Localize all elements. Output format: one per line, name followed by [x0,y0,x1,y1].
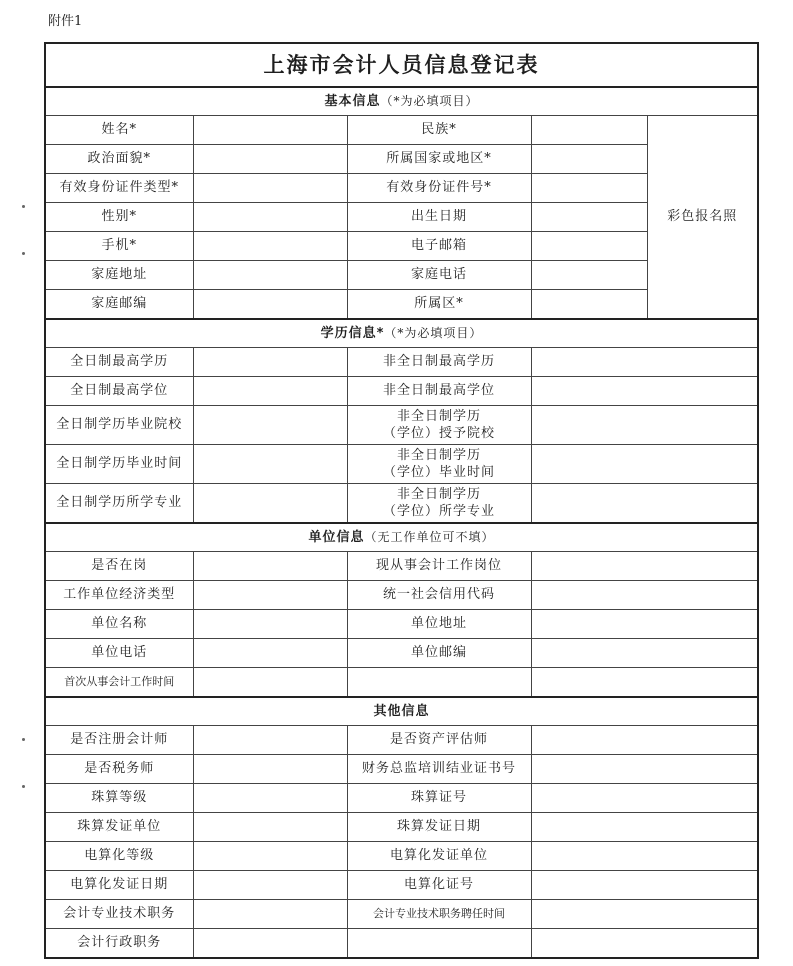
other-row [45,813,758,842]
field-label-line: 非全日制学历 [396,409,481,424]
political-status-input-cell[interactable] [193,145,347,174]
field-label: 全日制最高学历 [45,348,193,377]
field-label: 电算化发证单位 [347,842,531,871]
field-label: 是否在岗 [45,552,193,581]
district-input-cell[interactable] [531,290,647,320]
parttime-graduation-date-input-cell[interactable] [531,445,758,484]
employer-row [45,639,758,668]
cpa-status-input-cell[interactable] [193,726,347,755]
field-label: 电算化等级 [45,842,193,871]
section-basic-header [45,87,758,116]
section-education-header [45,319,758,348]
employed-status-input-cell[interactable] [193,552,347,581]
computerized-issuer-input-cell[interactable] [531,842,758,871]
appraiser-status-input-cell[interactable] [531,726,758,755]
employer-phone-input-cell[interactable] [193,639,347,668]
field-label: 珠算发证日期 [347,813,531,842]
field-label: 单位地址 [347,610,531,639]
field-label: 会计专业技术职务 [45,900,193,929]
birth-date-input-cell[interactable] [531,203,647,232]
education-row [45,406,758,445]
fulltime-graduation-date-input-cell[interactable] [193,445,347,484]
other-row [45,900,758,929]
employer-economic-type-input-cell[interactable] [193,581,347,610]
basic-row [45,116,758,145]
id-number-input-cell[interactable] [531,174,647,203]
id-type-input-cell[interactable] [193,174,347,203]
abacus-issue-date-input-cell[interactable] [531,813,758,842]
name-input-cell[interactable] [193,116,347,145]
field-label: 珠算等级 [45,784,193,813]
employer-row [45,668,758,698]
field-label-line: （学位）所学专业 [382,504,495,519]
section-employer-note: （无工作单位可不填） [364,530,495,544]
field-label: 首次从事会计工作时间 [45,668,193,698]
fulltime-degree-level-input-cell[interactable] [193,348,347,377]
parttime-degree-input-cell[interactable] [531,377,758,406]
section-education-note: （*为必填项目） [384,326,483,340]
computerized-issue-date-input-cell[interactable] [193,871,347,900]
field-label: 手机* [45,232,193,261]
other-row [45,726,758,755]
field-label: 财务总监培训结业证书号 [347,755,531,784]
employer-name-input-cell[interactable] [193,610,347,639]
parttime-school-input-cell[interactable] [531,406,758,445]
field-label: 所属国家或地区* [347,145,531,174]
section-education-title: 学历信息* [320,326,385,341]
tax-advisor-status-input-cell[interactable] [193,755,347,784]
field-label-multiline [347,406,531,445]
employer-postcode-input-cell[interactable] [531,639,758,668]
scan-speck [22,738,25,741]
field-label: 单位名称 [45,610,193,639]
abacus-cert-number-input-cell[interactable] [531,784,758,813]
field-label: 现从事会计工作岗位 [347,552,531,581]
field-label: 非全日制最高学位 [347,377,531,406]
field-label-multiline [347,445,531,484]
photo-area[interactable]: 彩色报名照 [647,116,758,320]
field-label-line: （学位）毕业时间 [382,465,495,480]
field-label: 有效身份证件号* [347,174,531,203]
section-other-title: 其他信息 [373,703,430,719]
field-label: 是否资产评估师 [347,726,531,755]
field-label: 家庭地址 [45,261,193,290]
field-label-multiline [347,484,531,524]
field-label: 工作单位经济类型 [45,581,193,610]
current-position-input-cell[interactable] [531,552,758,581]
education-row [45,377,758,406]
field-label: 是否税务师 [45,755,193,784]
field-label: 电算化发证日期 [45,871,193,900]
employer-row [45,552,758,581]
computerized-cert-number-input-cell[interactable] [531,871,758,900]
field-label: 珠算发证单位 [45,813,193,842]
field-label-line: 非全日制学历 [396,487,481,502]
field-label: 政治面貌* [45,145,193,174]
field-label: 家庭电话 [347,261,531,290]
professional-title-input-cell[interactable] [193,900,347,929]
education-row [45,484,758,524]
field-label: 电算化证号 [347,871,531,900]
other-row [45,929,758,959]
professional-title-date-input-cell[interactable] [531,900,758,929]
section-other-header [45,697,758,726]
ethnicity-input-cell[interactable] [531,116,647,145]
fulltime-school-input-cell[interactable] [193,406,347,445]
fulltime-major-input-cell[interactable] [193,484,347,524]
field-label: 珠算证号 [347,784,531,813]
empty-cell [347,929,531,959]
attachment-label: 附件1 [48,14,83,29]
education-row [45,445,758,484]
first-accounting-date-input-cell[interactable] [193,668,347,698]
field-label: 全日制学历毕业时间 [45,445,193,484]
field-label: 家庭邮编 [45,290,193,320]
empty-cell [347,668,531,698]
field-label: 电子邮箱 [347,232,531,261]
empty-input-cell[interactable] [531,929,758,959]
field-label: 全日制学历毕业院校 [45,406,193,445]
administrative-position-input-cell[interactable] [193,929,347,959]
field-label: 有效身份证件类型* [45,174,193,203]
field-label: 全日制学历所学专业 [45,484,193,524]
home-address-input-cell[interactable] [193,261,347,290]
other-row [45,755,758,784]
section-employer-header [45,523,758,552]
field-label: 非全日制最高学历 [347,348,531,377]
field-label: 姓名* [45,116,193,145]
employer-row [45,581,758,610]
field-label: 单位邮编 [347,639,531,668]
credit-code-input-cell[interactable] [531,581,758,610]
field-label: 会计行政职务 [45,929,193,959]
form-title: 上海市会计人员信息登记表 [45,43,758,87]
section-basic-note: （*为必填项目） [380,94,479,108]
abacus-level-input-cell[interactable] [193,784,347,813]
employer-address-input-cell[interactable] [531,610,758,639]
home-postcode-input-cell[interactable] [193,290,347,320]
fulltime-degree-input-cell[interactable] [193,377,347,406]
field-label: 所属区* [347,290,531,320]
field-label: 是否注册会计师 [45,726,193,755]
other-row [45,842,758,871]
country-region-input-cell[interactable] [531,145,647,174]
section-basic-title: 基本信息 [324,94,381,109]
email-input-cell[interactable] [531,232,647,261]
registration-form-table [44,42,759,959]
abacus-issuer-input-cell[interactable] [193,813,347,842]
other-row [45,784,758,813]
education-row [45,348,758,377]
mobile-input-cell[interactable] [193,232,347,261]
other-row [45,871,758,900]
field-label: 民族* [347,116,531,145]
field-label: 会计专业技术职务聘任时间 [347,900,531,929]
employer-row [45,610,758,639]
gender-input-cell[interactable] [193,203,347,232]
field-label: 统一社会信用代码 [347,581,531,610]
field-label: 单位电话 [45,639,193,668]
section-employer-title: 单位信息 [308,530,365,545]
field-label: 全日制最高学位 [45,377,193,406]
field-label: 性别* [45,203,193,232]
parttime-degree-level-input-cell[interactable] [531,348,758,377]
field-label-line: 非全日制学历 [396,448,481,463]
scan-speck [22,785,25,788]
home-phone-input-cell[interactable] [531,261,647,290]
computerized-level-input-cell[interactable] [193,842,347,871]
scan-speck [22,252,25,255]
scan-speck [22,205,25,208]
field-label: 出生日期 [347,203,531,232]
parttime-major-input-cell[interactable] [531,484,758,524]
cfo-certificate-input-cell[interactable] [531,755,758,784]
field-label-line: （学位）授予院校 [382,426,495,441]
empty-input-cell[interactable] [531,668,758,698]
